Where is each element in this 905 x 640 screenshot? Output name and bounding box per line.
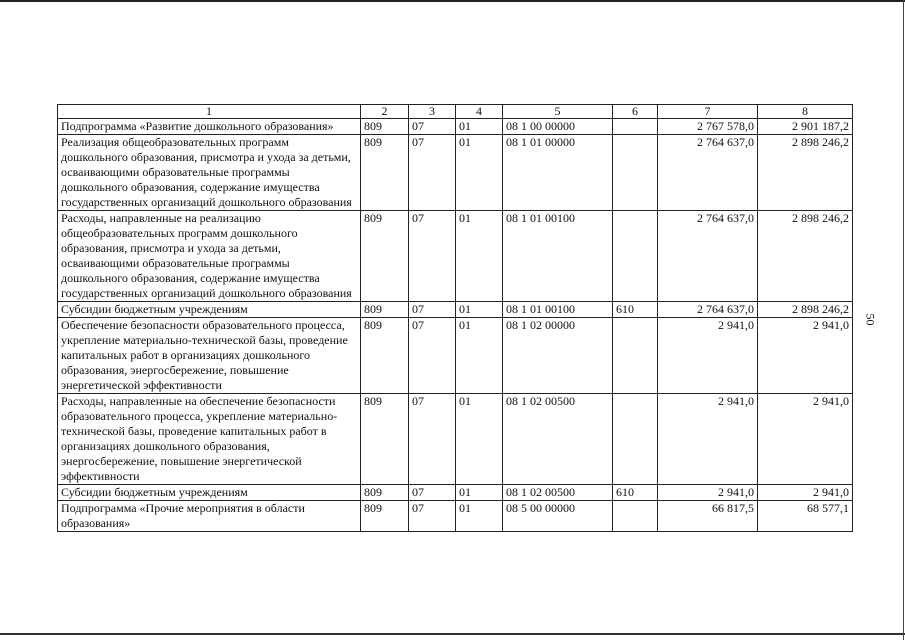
row-expense-type xyxy=(613,501,658,532)
row-subsection-code: 01 xyxy=(456,485,503,501)
row-name: Субсидии бюджетным учреждениям xyxy=(58,485,361,501)
row-amount-col8: 2 898 246,2 xyxy=(758,135,853,211)
row-section-code: 07 xyxy=(409,302,456,318)
row-amount-col7: 2 941,0 xyxy=(658,394,758,485)
row-amount-col8: 2 898 246,2 xyxy=(758,211,853,302)
row-section-code: 07 xyxy=(409,135,456,211)
row-name: Реализация общеобразовательных программ дошкольного образования, присмотра и ухода за детьми, осваивающими образовательные программы дошкольного образования, содержание имущества государственных организаций дошкольного образования xyxy=(58,135,361,211)
row-subsection-code: 01 xyxy=(456,119,503,135)
row-expense-type xyxy=(613,135,658,211)
table-row xyxy=(58,394,853,485)
row-ministry-code: 809 xyxy=(361,211,409,302)
row-name: Субсидии бюджетным учреждениям xyxy=(58,302,361,318)
row-amount-col7: 2 764 637,0 xyxy=(658,211,758,302)
table-row xyxy=(58,318,853,394)
table-row xyxy=(58,302,853,318)
row-ministry-code: 809 xyxy=(361,318,409,394)
header-cell-2: 2 xyxy=(361,105,409,119)
scan-top-border xyxy=(0,0,905,2)
row-amount-col8: 2 941,0 xyxy=(758,485,853,501)
row-section-code: 07 xyxy=(409,485,456,501)
row-amount-col8: 2 898 246,2 xyxy=(758,302,853,318)
row-ministry-code: 809 xyxy=(361,501,409,532)
header-cell-6: 6 xyxy=(613,105,658,119)
header-cell-1: 1 xyxy=(58,105,361,119)
row-section-code: 07 xyxy=(409,501,456,532)
row-amount-col7: 2 941,0 xyxy=(658,485,758,501)
table-row xyxy=(58,119,853,135)
row-section-code: 07 xyxy=(409,211,456,302)
row-amount-col7: 2 764 637,0 xyxy=(658,135,758,211)
row-section-code: 07 xyxy=(409,119,456,135)
row-name: Подпрограмма «Прочие мероприятия в области образования» xyxy=(58,501,361,532)
row-expense-type xyxy=(613,119,658,135)
row-ministry-code: 809 xyxy=(361,302,409,318)
row-subsection-code: 01 xyxy=(456,302,503,318)
row-amount-col7: 2 764 637,0 xyxy=(658,302,758,318)
row-ministry-code: 809 xyxy=(361,135,409,211)
row-amount-col8: 2 941,0 xyxy=(758,394,853,485)
row-expense-type xyxy=(613,211,658,302)
row-amount-col8: 2 901 187,2 xyxy=(758,119,853,135)
header-cell-4: 4 xyxy=(456,105,503,119)
row-subsection-code: 01 xyxy=(456,394,503,485)
row-target-article: 08 1 01 00100 xyxy=(503,211,613,302)
header-cell-5: 5 xyxy=(503,105,613,119)
page-number: 50 xyxy=(863,313,878,326)
row-expense-type xyxy=(613,318,658,394)
row-ministry-code: 809 xyxy=(361,119,409,135)
row-amount-col8: 68 577,1 xyxy=(758,501,853,532)
row-target-article: 08 1 02 00000 xyxy=(503,318,613,394)
row-target-article: 08 5 00 00000 xyxy=(503,501,613,532)
row-amount-col7: 66 817,5 xyxy=(658,501,758,532)
row-target-article: 08 1 02 00500 xyxy=(503,485,613,501)
row-name: Обеспечение безопасности образовательного процесса, укрепление материально-технической базы, проведение капитальных работ в организациях дошкольного образования, энергосбережение, повышение энергетической эффективности xyxy=(58,318,361,394)
table-row xyxy=(58,135,853,211)
header-cell-8: 8 xyxy=(758,105,853,119)
row-expense-type xyxy=(613,394,658,485)
scan-bottom-border xyxy=(0,633,905,635)
table-row xyxy=(58,485,853,501)
row-ministry-code: 809 xyxy=(361,485,409,501)
row-target-article: 08 1 01 00000 xyxy=(503,135,613,211)
row-name: Подпрограмма «Развитие дошкольного образования» xyxy=(58,119,361,135)
table-header-row xyxy=(58,105,853,119)
budget-table xyxy=(57,104,853,532)
row-amount-col8: 2 941,0 xyxy=(758,318,853,394)
row-subsection-code: 01 xyxy=(456,135,503,211)
row-subsection-code: 01 xyxy=(456,318,503,394)
row-subsection-code: 01 xyxy=(456,501,503,532)
header-cell-3: 3 xyxy=(409,105,456,119)
row-section-code: 07 xyxy=(409,318,456,394)
row-ministry-code: 809 xyxy=(361,394,409,485)
row-subsection-code: 01 xyxy=(456,211,503,302)
row-expense-type: 610 xyxy=(613,485,658,501)
row-amount-col7: 2 767 578,0 xyxy=(658,119,758,135)
table-row xyxy=(58,501,853,532)
row-target-article: 08 1 02 00500 xyxy=(503,394,613,485)
row-expense-type: 610 xyxy=(613,302,658,318)
row-name: Расходы, направленные на реализацию общеобразовательных программ дошкольного образования, присмотра и ухода за детьми, осваивающими образовательные программы дошкольного образования, содержание имущества государственных организаций дошкольного образования xyxy=(58,211,361,302)
scan-right-edge xyxy=(903,0,904,640)
row-section-code: 07 xyxy=(409,394,456,485)
table-row xyxy=(58,211,853,302)
row-amount-col7: 2 941,0 xyxy=(658,318,758,394)
row-name: Расходы, направленные на обеспечение безопасности образовательного процесса, укрепление материально-технической базы, проведение капитальных работ в организациях дошкольного образования, энергосбережение, повышение энергетической эффективности xyxy=(58,394,361,485)
row-target-article: 08 1 01 00100 xyxy=(503,302,613,318)
row-target-article: 08 1 00 00000 xyxy=(503,119,613,135)
header-cell-7: 7 xyxy=(658,105,758,119)
